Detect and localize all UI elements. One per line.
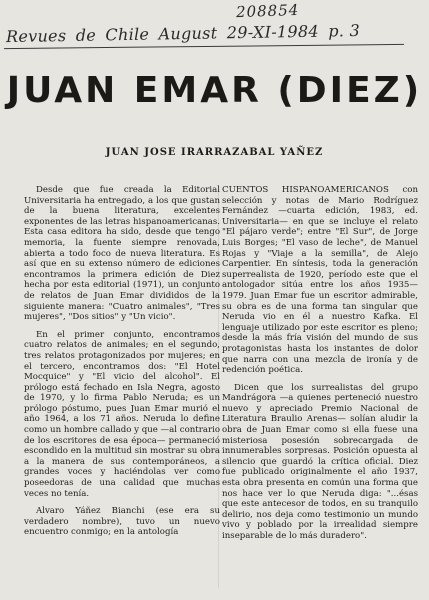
source-citation <box>6 21 364 46</box>
paragraph: Alvaro Yáñez Bianchi (ese era su verdadero nombre), tuvo un nuevo encuentro conmigo; en la antología <box>24 506 220 538</box>
source-date: 29-XI-1984 <box>226 21 320 43</box>
handwritten-annotation <box>0 0 429 60</box>
paragraph: Desde que fue creada la Editorial Universitaria ha entregado, a los que gustan de la buena literatura, excelentes exponentes de las letras hispanoamericanas. Esta casa editora ha sido, desde que tengo memoria, la fuente siempre renovada, abierta a todo foco de nueva literatura. Es así que en su extenso número de ediciones encontramos la primera edición de Diez hecha por esta editorial (1971), un conjunto de relatos de Juan Emar divididos de la siguiente manera: "Cuatro animales", "Tres mujeres", "Dos sitios" y "Un vicio". <box>24 185 220 323</box>
article-author: JUAN JOSE IRARRAZABAL YAÑEZ <box>105 147 324 158</box>
paragraph: CUENTOS HISPANOAMERICANOS con selección y notas de Mario Rodríguez Fernández —cuarta edición, 1983, ed. Universitaria— en que se incluye el relato "El pájaro verde"; entre "El Sur", de Jorge Luis Borges; "El vaso de leche", de Manuel Rojas y "Viaje a la semilla", de Alejo Carpentier. En síntesis, toda la generación superrealista de 1920, período este que el antologador sitúa entre los años 1935—1979. Juan Emar fue un escritor admirable, su obra es de una forma tan singular que Neruda vio en él a nuestro Kafka. El lenguaje utilizado por este escritor es pleno; desde la más fría visión del mundo de sus protagonistas hasta los instantes de dolor que narra con una mezcla de ironía y de redención poética. <box>222 185 418 376</box>
paragraph: En el primer conjunto, encontramos cuatro relatos de animales; en el segundo, tres relatos protagonizados por mujeres; en el tercero, encontramos dos: "El Hotel Mocquice" y "El vicio del alcohol". El prólogo está fechado en Isla Negra, agosto de 1970, y lo firma Pablo Neruda; es un prólogo póstumo, pues Juan Emar murió el año 1964, a los 71 años. Neruda lo define como un hombre callado y que —al contrario de los escritores de esa época— permaneció escondido en la multitud sin mostrar su obra a la manera de sus contemporáneos, a grandes voces y haciéndolas ver como poseedoras de una calidad que muchas veces no tenía. <box>24 329 220 499</box>
source-page: p. 3 <box>328 20 361 41</box>
source-word: de <box>75 25 97 45</box>
right-column <box>222 185 418 595</box>
source-word: August <box>158 23 218 44</box>
paragraph: Dicen que los surrealistas del grupo Mandrágora —a quienes perteneció nuestro nuevo y apreciado Premio Nacional de Literatura Braulio Arenas— solían aludir la obra de Juan Emar como si ella fuese una misteriosa posesión sobrecargada de innumerables sorpresas. Posición opuesta al silencio que guardó la crítica oficial. Diez fue publicado originalmente el año 1937, esta obra presenta en común una forma que nos hace ver lo que Neruda diga: "...ésas que este antecesor de todos, en su tranquilo delirio, nos deja como testimonio un mundo vivo y poblado por la irrealidad siempre inseparable de lo más duradero". <box>222 382 418 541</box>
source-word: Chile <box>105 24 150 45</box>
archive-number: 208854 <box>235 0 300 22</box>
left-column <box>24 185 220 595</box>
article-title: JUAN EMAR (DIEZ) <box>6 70 423 111</box>
source-word: Revues <box>5 26 67 47</box>
